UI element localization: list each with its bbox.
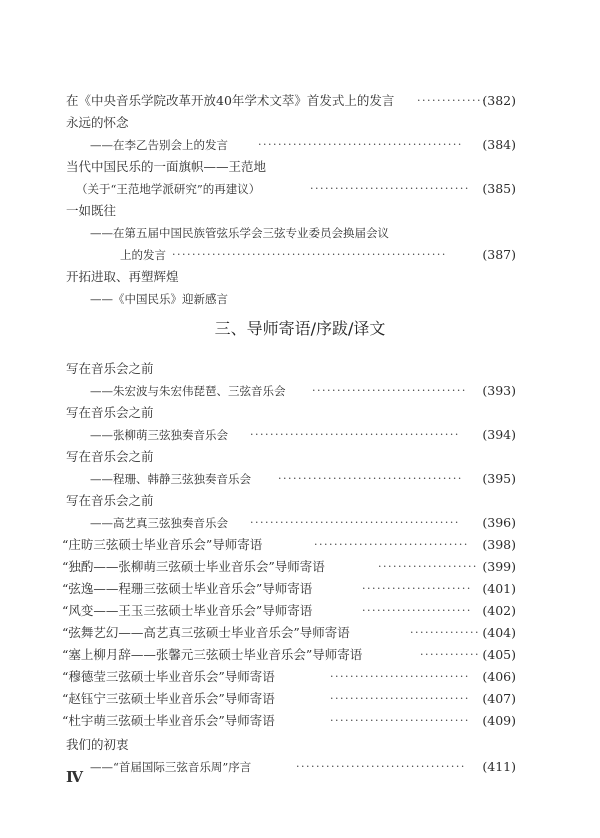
toc-entry: [0, 666, 600, 688]
toc-entry: [0, 512, 600, 534]
entry-page: (405): [482, 647, 516, 662]
toc-entry: [0, 156, 600, 178]
toc-entry: [0, 578, 600, 600]
entry-page: (393): [482, 383, 516, 398]
entry-title: “弦逸——程珊三弦硕士毕业音乐会”导师寄语: [62, 581, 313, 596]
entry-page: (406): [482, 669, 516, 684]
entry-subtitle: ——在第五届中国民族管弦乐学会三弦专业委员会换届会议: [90, 226, 389, 240]
page-number: Ⅳ: [66, 768, 84, 786]
leader-dots: ······················: [362, 582, 472, 595]
toc-entry: [0, 600, 600, 622]
entry-page: (395): [482, 471, 516, 486]
toc-entry: [0, 534, 600, 556]
entry-subtitle: ——张柳萌三弦独奏音乐会: [90, 428, 228, 442]
leader-dots: ·······················································: [172, 248, 447, 261]
toc-entry: [0, 622, 600, 644]
leader-dots: ····························: [330, 692, 470, 705]
leader-dots: ······················: [362, 604, 472, 617]
entry-title: 开拓进取、再塑辉煌: [66, 269, 179, 284]
entry-subtitle: 上的发言: [120, 248, 166, 262]
leader-dots: ··············: [417, 94, 487, 107]
entry-page: (402): [482, 603, 516, 618]
entry-page: (411): [482, 759, 516, 774]
toc-entry: [0, 178, 600, 200]
entry-title: “弦舞艺幻——高艺真三弦硕士毕业音乐会”导师寄语: [62, 625, 350, 640]
entry-page: (409): [482, 713, 516, 728]
toc-entry: [0, 200, 600, 222]
toc-entry: [0, 402, 600, 424]
leader-dots: ·········································: [258, 138, 463, 151]
entry-subtitle: （关于“王范地学派研究”的再建议）: [76, 182, 261, 196]
leader-dots: ··········································: [250, 428, 460, 441]
toc-entry: [0, 288, 600, 310]
leader-dots: ····················: [378, 560, 478, 573]
entry-title: 我们的初衷: [66, 737, 129, 752]
entry-title: 写在音乐会之前: [66, 405, 154, 420]
toc-entry: [0, 424, 600, 446]
entry-page: (398): [482, 537, 516, 552]
entry-subtitle: ——朱宏波与朱宏伟琵琶、三弦音乐会: [90, 384, 286, 398]
toc-entry: [0, 756, 600, 778]
toc-entry: [0, 734, 600, 756]
section-heading: 三、导师寄语/序跋/译文: [214, 319, 386, 338]
toc-entry: [0, 112, 600, 134]
entry-title: “穆德莹三弦硕士毕业音乐会”导师寄语: [62, 669, 275, 684]
entry-subtitle: ——《中国民乐》迎新感言: [90, 292, 228, 306]
entry-title: 在《中央音乐学院改革开放40年学术文萃》首发式上的发言: [66, 93, 395, 108]
entry-page: (407): [482, 691, 516, 706]
entry-title: 一如既往: [66, 203, 117, 218]
entry-page: (401): [482, 581, 516, 596]
leader-dots: ·······························: [314, 538, 469, 551]
leader-dots: ············: [420, 648, 480, 661]
entry-title: “风变——王玉三弦硕士毕业音乐会”导师寄语: [62, 603, 313, 618]
toc-entry: [0, 556, 600, 578]
entry-subtitle: ——“首届国际三弦音乐周”序言: [90, 760, 252, 774]
toc-entry: [0, 134, 600, 156]
toc-entry: [0, 266, 600, 288]
entry-subtitle: ——在李乙告别会上的发言: [90, 138, 228, 152]
toc-entry: [0, 490, 600, 512]
entry-subtitle: ——高艺真三弦独奏音乐会: [90, 516, 228, 530]
entry-title: “独酌——张柳萌三弦硕士毕业音乐会”导师寄语: [62, 559, 325, 574]
toc-entry: [0, 380, 600, 402]
toc-entry: [0, 644, 600, 666]
entry-title: “塞上柳月辞——张馨元三弦硕士毕业音乐会”导师寄语: [62, 647, 363, 662]
toc-entry: [0, 468, 600, 490]
toc-entry: [0, 446, 600, 468]
entry-subtitle: ——程珊、韩静三弦独奏音乐会: [90, 472, 251, 486]
entry-page: (387): [482, 247, 516, 262]
entry-page: (399): [482, 559, 516, 574]
leader-dots: ··········································: [250, 516, 460, 529]
entry-title: “赵钰宁三弦硕士毕业音乐会”导师寄语: [62, 691, 275, 706]
entry-page: (385): [482, 181, 516, 196]
leader-dots: ··············: [410, 626, 480, 639]
entry-title: “杜宇萌三弦硕士毕业音乐会”导师寄语: [62, 713, 275, 728]
entry-page: (404): [482, 625, 516, 640]
toc-entry: [0, 244, 600, 266]
toc-entry: [0, 688, 600, 710]
toc-entry: [0, 90, 600, 112]
entry-page: (384): [482, 137, 516, 152]
leader-dots: ····························: [330, 670, 470, 683]
entry-page: (394): [482, 427, 516, 442]
entry-title: 写在音乐会之前: [66, 449, 154, 464]
toc-entry: [0, 222, 600, 244]
entry-title: “庄昉三弦硕士毕业音乐会”导师寄语: [62, 537, 263, 552]
entry-page: (382): [482, 93, 516, 108]
leader-dots: ·······························: [312, 384, 467, 397]
entry-title: 当代中国民乐的一面旗帜——王范地: [66, 159, 267, 174]
entry-page: (396): [482, 515, 516, 530]
entry-title: 永远的怀念: [66, 115, 129, 130]
leader-dots: ··································: [296, 760, 466, 773]
leader-dots: ································: [310, 182, 470, 195]
leader-dots: ·····································: [278, 472, 463, 485]
entry-title: 写在音乐会之前: [66, 493, 154, 508]
entry-title: 写在音乐会之前: [66, 361, 154, 376]
toc-entry: [0, 358, 600, 380]
leader-dots: ····························: [330, 714, 470, 727]
toc-entry: [0, 710, 600, 732]
